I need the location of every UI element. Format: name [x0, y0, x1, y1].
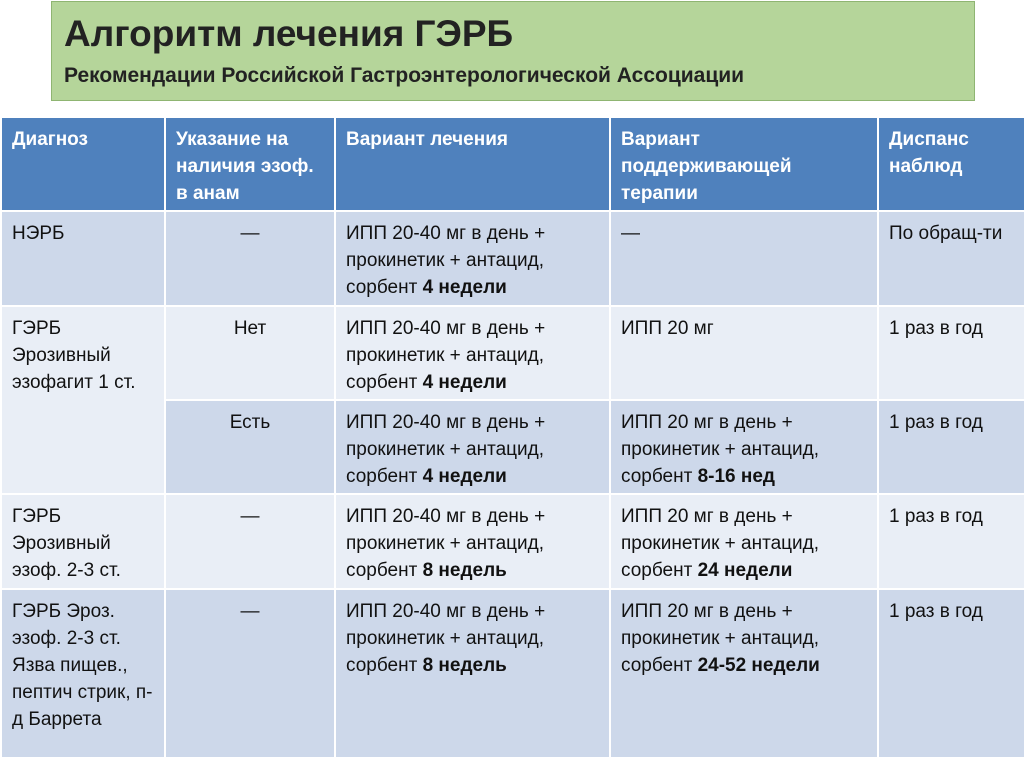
cell-diagnosis: ГЭРБ Эрозивный эзоф. 2-3 ст.	[1, 494, 165, 589]
table-header-row	[1, 117, 1024, 211]
header-maintenance: Вариант поддерживающей терапии	[610, 117, 878, 211]
cell-maintenance: ИПП 20 мг в день + прокинетик + антацид, сорбент 8-16 нед	[610, 400, 878, 494]
cell-treatment: ИПП 20-40 мг в день + прокинетик + антацид, сорбент 8 недель	[335, 589, 610, 758]
cell-dispensary: По обращ-ти	[878, 211, 1024, 306]
cell-diagnosis: ГЭРБ Эроз. эзоф. 2-3 ст. Язва пищев., пептич стрик, п-д Баррета	[1, 589, 165, 758]
title-banner	[51, 1, 975, 101]
cell-esophagitis: —	[165, 494, 335, 589]
cell-treatment: ИПП 20-40 мг в день + прокинетик + антацид, сорбент 8 недель	[335, 494, 610, 589]
cell-diagnosis: ГЭРБ Эрозивный эзофагит 1 ст.	[1, 306, 165, 494]
cell-maintenance: ИПП 20 мг в день + прокинетик + антацид, сорбент 24 недели	[610, 494, 878, 589]
header-diagnosis: Диагноз	[1, 117, 165, 211]
cell-esophagitis: —	[165, 589, 335, 758]
cell-dispensary: 1 раз в год	[878, 400, 1024, 494]
table-row	[1, 494, 1024, 589]
cell-esophagitis: Нет	[165, 306, 335, 400]
cell-treatment: ИПП 20-40 мг в день + прокинетик + антацид, сорбент 4 недели	[335, 400, 610, 494]
cell-esophagitis: —	[165, 211, 335, 306]
cell-diagnosis: НЭРБ	[1, 211, 165, 306]
header-esophagitis-history: Указание на наличия эзоф. в анам	[165, 117, 335, 211]
cell-treatment: ИПП 20-40 мг в день + прокинетик + антацид, сорбент 4 недели	[335, 306, 610, 400]
treatment-table	[0, 116, 1024, 759]
cell-maintenance: ИПП 20 мг в день + прокинетик + антацид, сорбент 24-52 недели	[610, 589, 878, 758]
table-row	[1, 211, 1024, 306]
cell-dispensary: 1 раз в год	[878, 306, 1024, 400]
table-row	[1, 589, 1024, 758]
cell-maintenance: —	[610, 211, 878, 306]
header-dispensary: Диспанс наблюд	[878, 117, 1024, 211]
header-treatment: Вариант лечения	[335, 117, 610, 211]
table-row	[1, 306, 1024, 400]
cell-maintenance: ИПП 20 мг	[610, 306, 878, 400]
cell-dispensary: 1 раз в год	[878, 589, 1024, 758]
cell-esophagitis: Есть	[165, 400, 335, 494]
page-title: Алгоритм лечения ГЭРБ	[64, 13, 514, 54]
cell-treatment: ИПП 20-40 мг в день + прокинетик + антацид, сорбент 4 недели	[335, 211, 610, 306]
page-subtitle: Рекомендации Российской Гастроэнтерологической Ассоциации	[64, 64, 745, 87]
cell-dispensary: 1 раз в год	[878, 494, 1024, 589]
